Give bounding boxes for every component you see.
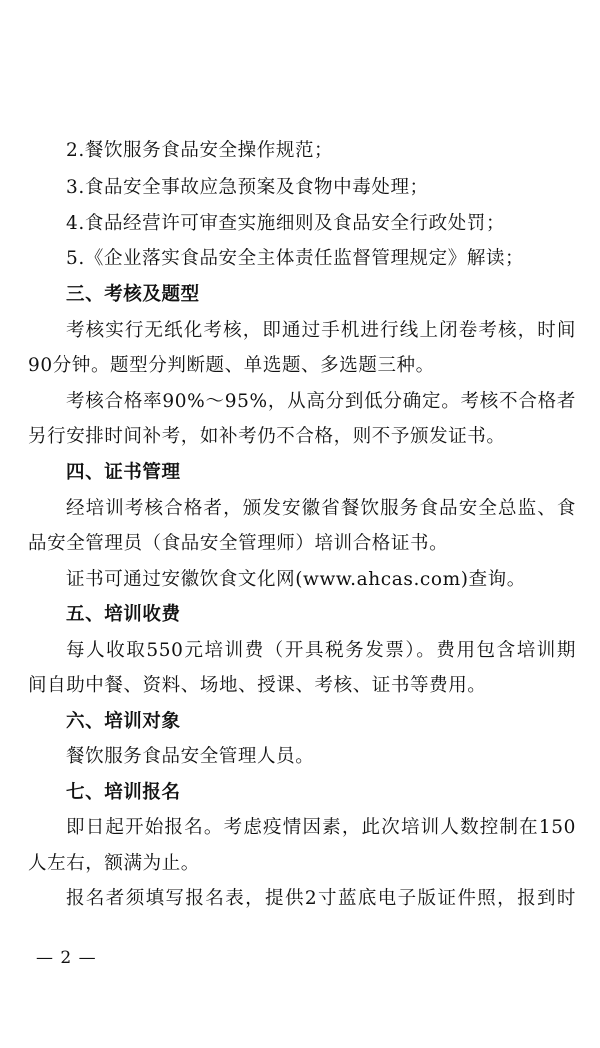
paragraph-line: 另行安排时间补考，如补考仍不合格，则不予颁发证书。 (28, 426, 506, 447)
list-item-2: 2.餐饮服务食品安全操作规范； (66, 140, 334, 161)
section-heading-assessment: 三、考核及题型 (66, 284, 200, 305)
paragraph-line: 每人收取550元培训费（开具税务发票）。费用包含培训期 (66, 640, 576, 661)
paragraph-line: 间自助中餐、资料、场地、授课、考核、证书等费用。 (28, 675, 487, 696)
paragraph-line: 报名者须填写报名表，提供2寸蓝底电子版证件照，报到时 (66, 888, 576, 909)
paragraph-line: 餐饮服务食品安全管理人员。 (66, 746, 315, 767)
section-heading-fees: 五、培训收费 (66, 604, 181, 625)
paragraph-line: 90分钟。题型分判断题、单选题、多选题三种。 (28, 355, 435, 376)
paragraph-line: 品安全管理员（食品安全管理师）培训合格证书。 (28, 533, 449, 554)
section-heading-registration: 七、培训报名 (66, 782, 181, 803)
paragraph-line: 经培训考核合格者，颁发安徽省餐饮服务食品安全总监、食 (66, 498, 576, 519)
section-heading-audience: 六、培训对象 (66, 711, 181, 732)
paragraph-line: 考核实行无纸化考核，即通过手机进行线上闭卷考核，时间 (66, 320, 576, 341)
list-item-3: 3.食品安全事故应急预案及食物中毒处理； (66, 177, 429, 198)
paragraph-line: 人左右，额满为止。 (28, 853, 200, 874)
paragraph-line: 即日起开始报名。考虑疫情因素，此次培训人数控制在150 (66, 817, 576, 838)
paragraph-line: 证书可通过安徽饮食文化网(www.ahcas.com)查询。 (66, 569, 526, 590)
section-heading-certificate: 四、证书管理 (66, 462, 181, 483)
page-number: — 2 — (36, 948, 97, 968)
paragraph-line: 考核合格率90%～95%，从高分到低分确定。考核不合格者 (66, 391, 576, 412)
list-item-4: 4.食品经营许可审查实施细则及食品安全行政处罚； (66, 213, 506, 234)
list-item-5: 5.《企业落实食品安全主体责任监督管理规定》解读； (66, 248, 525, 269)
